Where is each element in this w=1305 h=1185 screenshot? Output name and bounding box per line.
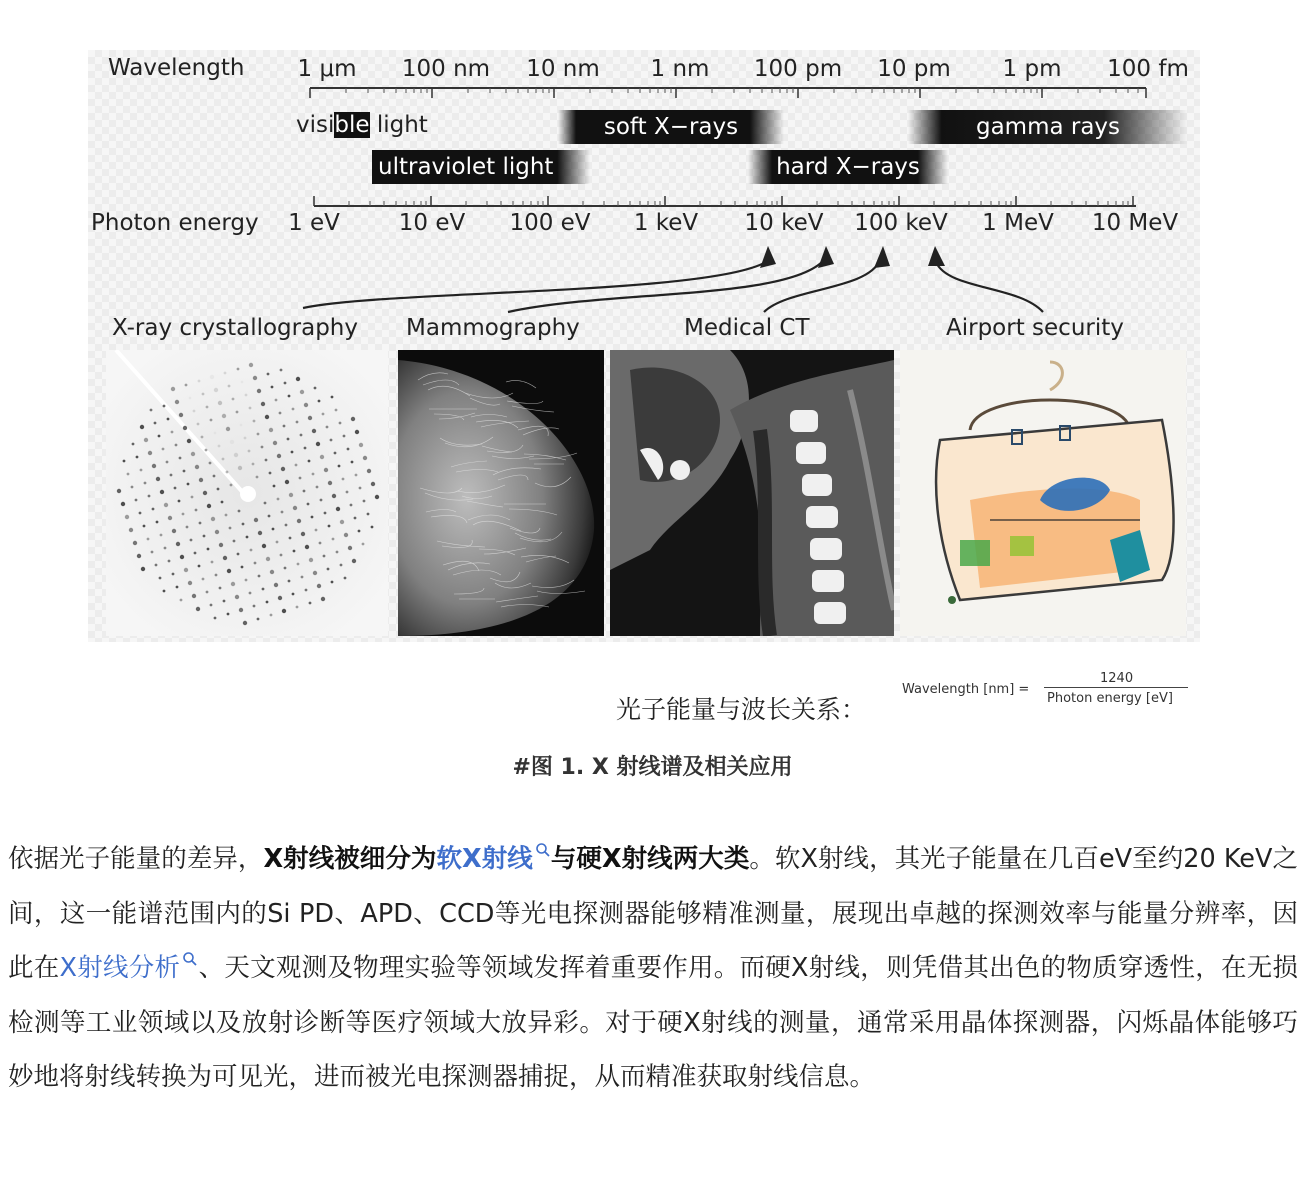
mammography-image xyxy=(398,350,604,636)
app-label-airport-security: Airport security xyxy=(946,315,1124,341)
figure-caption: #图 1. X 射线谱及相关应用 xyxy=(512,755,793,780)
band-visible-text: visi xyxy=(296,112,335,138)
energy-tick: 1 keV xyxy=(633,210,699,236)
band-gamma-rays: gamma rays xyxy=(908,110,1188,144)
wavelength-tick: 10 pm xyxy=(877,56,951,82)
paragraph-text: 、天文观测及物理实验等领域发挥着重要作用。而硬X射线，则凭借其出色的物质穿透性，在无损检测等工业领域以及放射诊断等医疗领域大放异彩。对于硬X射线的测量，通常采用晶体探测器，闪烁晶体能够巧妙地将射线转换为可见光，进而被光电探测器捕捉，从而精准获取射线信息。 xyxy=(8,953,1298,1092)
band-visible-light xyxy=(296,112,428,138)
energy-tick: 100 keV xyxy=(854,210,948,236)
app-label-mammography: Mammography xyxy=(406,315,580,341)
wavelength-tick: 100 fm xyxy=(1107,56,1189,82)
formula-denominator: Photon energy [eV] xyxy=(1047,691,1173,706)
relation-label: 光子能量与波长关系： xyxy=(616,695,867,724)
energy-tick: 10 eV xyxy=(398,210,466,236)
paragraph-text: 。软X射线，其光子能量在几百eV至约20 KeV之间，这一能谱范围内的Si PD、APD、CCD等光电探测器能够精准测量，展现出卓越的探测效率与能量分辨率，因此在 xyxy=(8,844,1298,983)
wavelength-tick: 100 nm xyxy=(401,56,491,82)
energy-tick: 100 eV xyxy=(509,210,591,236)
energy-tick: 10 MeV xyxy=(1091,210,1179,236)
wavelength-axis-title: Wavelength xyxy=(108,55,245,81)
paragraph-bold-text: X射线被细分为 xyxy=(263,844,437,874)
band-ultraviolet: ultraviolet light xyxy=(372,150,590,184)
app-label-crystallography: X-ray crystallography xyxy=(112,315,358,341)
medical-ct-image xyxy=(610,350,894,636)
energy-tick: 10 keV xyxy=(744,210,824,236)
wavelength-tick: 10 nm xyxy=(526,56,600,82)
band-visible-text: light xyxy=(369,112,428,138)
wavelength-tick: 1 μm xyxy=(297,56,357,82)
crystallography-image xyxy=(106,350,388,636)
wavelength-tick: 100 pm xyxy=(753,56,843,82)
search-icon[interactable] xyxy=(535,842,551,858)
wavelength-tick: 1 pm xyxy=(1002,56,1062,82)
search-icon[interactable] xyxy=(182,951,198,967)
band-soft-xrays: soft X−rays xyxy=(558,110,784,144)
energy-tick: 1 eV xyxy=(288,210,340,236)
formula-lhs: Wavelength [nm] = xyxy=(902,682,1030,697)
app-label-medical-ct: Medical CT xyxy=(684,315,810,341)
energy-tick: 1 MeV xyxy=(982,210,1054,236)
fraction-bar xyxy=(1044,687,1188,688)
article-paragraph xyxy=(8,832,1298,1105)
paragraph-bold-text: 与硬X射线两大类 xyxy=(550,844,750,874)
soft-xray-link[interactable]: 软X射线 xyxy=(436,844,533,874)
paragraph-text: 依据光子能量的差异， xyxy=(8,844,264,874)
airport-security-image xyxy=(900,350,1186,636)
xray-analysis-link[interactable]: X射线分析 xyxy=(59,953,181,983)
photon-energy-axis-title: Photon energy xyxy=(91,210,259,236)
band-hard-xrays: hard X−rays xyxy=(748,150,948,184)
band-visible-text: ble xyxy=(334,112,370,138)
wavelength-tick: 1 nm xyxy=(650,56,710,82)
formula-numerator: 1240 xyxy=(1100,671,1134,686)
